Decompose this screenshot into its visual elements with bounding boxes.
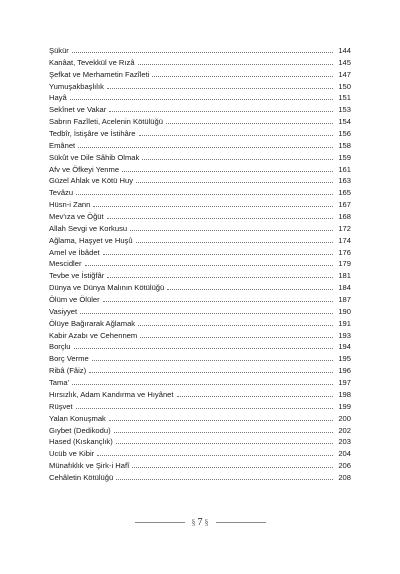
toc-entry-title: Hırsızlık, Adam Kandırma ve Hıyânet xyxy=(49,389,174,399)
toc-entry-page: 199 xyxy=(338,401,351,411)
dot-leader xyxy=(136,241,333,243)
toc-entry xyxy=(49,140,351,152)
toc-entry-page: 191 xyxy=(338,318,351,328)
dot-leader xyxy=(93,205,333,207)
toc-entry-title: Yumuşakbaşlılık xyxy=(49,81,104,91)
toc-entry-page: 174 xyxy=(338,235,351,245)
page-footer xyxy=(0,514,400,530)
toc-entry-page: 204 xyxy=(338,449,351,459)
toc-entry-title: Ucüb ve Kibir xyxy=(49,449,95,459)
toc-entry-title: Hayâ xyxy=(49,93,67,103)
toc-entry xyxy=(49,294,351,306)
toc-entry-page: 159 xyxy=(338,152,351,162)
toc-entry-page: 202 xyxy=(338,425,351,435)
toc-entry xyxy=(49,330,351,342)
toc-entry-page: 153 xyxy=(338,105,351,115)
dot-leader xyxy=(74,347,333,349)
toc-entry xyxy=(49,318,351,330)
toc-entry xyxy=(49,341,351,353)
toc-entry xyxy=(49,353,351,365)
dot-leader xyxy=(136,181,333,183)
toc-entry xyxy=(49,413,351,425)
toc-entry-page: 150 xyxy=(338,81,351,91)
toc-entry-title: Borç Verme xyxy=(49,354,89,364)
page-number-group xyxy=(190,517,211,528)
dot-leader xyxy=(89,371,333,373)
dot-leader xyxy=(166,122,333,124)
dot-leader xyxy=(107,87,333,89)
toc-entry xyxy=(49,81,351,93)
toc-entry xyxy=(49,175,351,187)
toc-entry xyxy=(49,448,351,460)
right-ornament-icon: § xyxy=(204,517,209,527)
toc-entry xyxy=(49,306,351,318)
toc-entry-page: 147 xyxy=(338,69,351,79)
page-number: 7 xyxy=(197,516,203,528)
toc-entry xyxy=(49,460,351,472)
left-ornament-icon: § xyxy=(191,517,196,527)
toc-entry-title: Borçlu xyxy=(49,342,71,352)
toc-entry-page: 197 xyxy=(338,378,351,388)
dot-leader xyxy=(116,442,333,444)
toc-entry-page: 163 xyxy=(338,176,351,186)
footer-rule-left xyxy=(135,522,185,523)
dot-leader xyxy=(139,134,333,136)
dot-leader xyxy=(85,264,334,266)
toc-entry-title: Hased (Kıskançlık) xyxy=(49,437,113,447)
dot-leader xyxy=(103,253,333,255)
toc-entry-title: Tevbe ve İstiğfâr xyxy=(49,271,105,281)
toc-entry xyxy=(49,45,351,57)
toc-entry xyxy=(49,69,351,81)
toc-entry xyxy=(49,223,351,235)
toc-entry-title: Allah Sevgi ve Korkusu xyxy=(49,223,128,233)
toc-entry xyxy=(49,247,351,259)
toc-entry-title: Şükür xyxy=(49,46,69,55)
dot-leader xyxy=(76,407,333,409)
dot-leader xyxy=(167,288,333,290)
toc-entry-title: Dünya ve Dünya Malının Kötülüğü xyxy=(49,283,165,293)
toc-entry-page: 193 xyxy=(338,330,351,340)
toc-entry-page: 144 xyxy=(338,46,351,55)
dot-leader xyxy=(78,146,333,148)
toc-entry-title: Mescidler xyxy=(49,259,82,269)
toc-entry-page: 203 xyxy=(338,437,351,447)
toc-entry xyxy=(49,104,351,116)
toc-entry-page: 208 xyxy=(338,472,351,482)
toc-entry-title: Vasiyyet xyxy=(49,306,78,316)
toc-entry-title: Ağlama, Haşyet ve Huşû xyxy=(49,235,133,245)
toc-entry-page: 176 xyxy=(338,247,351,257)
dot-leader xyxy=(130,229,333,231)
dot-leader xyxy=(107,276,333,278)
toc-entry-title: Gıybet (Dedikodu) xyxy=(49,425,111,435)
toc-entry-page: 158 xyxy=(338,140,351,150)
toc-entry-page: 151 xyxy=(338,93,351,103)
dot-leader xyxy=(76,193,333,195)
dot-leader xyxy=(92,359,333,361)
toc-entry-title: Afv ve Öfkeyi Yenme xyxy=(49,164,120,174)
dot-leader xyxy=(114,431,333,433)
toc-entry-page: 187 xyxy=(338,295,351,305)
toc-entry-page: 184 xyxy=(338,283,351,293)
dot-leader xyxy=(122,170,333,172)
toc-entry xyxy=(49,152,351,164)
toc-entry-page: 190 xyxy=(338,306,351,316)
dot-leader xyxy=(177,395,334,397)
toc-entry xyxy=(49,57,351,69)
dot-leader xyxy=(70,98,333,100)
toc-entry-title: Ölüye Bağırarak Ağlamak xyxy=(49,318,136,328)
toc-entry-title: Kanâat, Tevekkül ve Rızâ xyxy=(49,57,135,67)
toc-entry-title: Tevâzu xyxy=(49,188,74,198)
table-of-contents xyxy=(49,45,351,484)
toc-entry-title: Mev'ıza ve Öğüt xyxy=(49,212,104,222)
dot-leader xyxy=(138,63,333,65)
toc-entry-page: 196 xyxy=(338,366,351,376)
dot-leader xyxy=(97,454,333,456)
dot-leader xyxy=(80,312,333,314)
toc-entry-page: 156 xyxy=(338,129,351,139)
toc-entry-title: Amel ve İbâdet xyxy=(49,247,100,257)
toc-entry xyxy=(49,199,351,211)
dot-leader xyxy=(152,75,333,77)
toc-entry-page: 154 xyxy=(338,117,351,127)
dot-leader xyxy=(132,466,333,468)
toc-entry xyxy=(49,425,351,437)
toc-entry xyxy=(49,377,351,389)
footer-rule-right xyxy=(216,522,266,523)
toc-entry-title: Sabrın Fazîleti, Acelenin Kötülüğü xyxy=(49,117,163,127)
toc-entry-page: 167 xyxy=(338,200,351,210)
toc-entry-title: Yalan Konuşmak xyxy=(49,413,106,423)
toc-entry-page: 145 xyxy=(338,57,351,67)
dot-leader xyxy=(109,110,333,112)
dot-leader xyxy=(138,324,333,326)
toc-entry xyxy=(49,436,351,448)
toc-entry xyxy=(49,270,351,282)
toc-entry xyxy=(49,164,351,176)
toc-entry xyxy=(49,282,351,294)
dot-leader xyxy=(103,300,333,302)
toc-entry-title: Münafıklık ve Şirk-i Hafî xyxy=(49,461,130,471)
toc-entry-title: Cehâletin Kötülüğü xyxy=(49,472,114,482)
toc-entry xyxy=(49,187,351,199)
toc-entry xyxy=(49,211,351,223)
toc-entry-page: 181 xyxy=(338,271,351,281)
toc-entry xyxy=(49,116,351,128)
toc-entry xyxy=(49,235,351,247)
toc-entry-title: Hüsn-i Zann xyxy=(49,200,91,210)
dot-leader xyxy=(72,383,333,385)
toc-entry-title: Ribâ (Fâiz) xyxy=(49,366,87,376)
toc-entry-title: Rüşvet xyxy=(49,401,73,411)
toc-entry-title: Güzel Ahlak ve Kötü Huy xyxy=(49,176,133,186)
toc-entry-title: Kabir Azabı ve Cehennem xyxy=(49,330,138,340)
toc-entry-page: 172 xyxy=(338,223,351,233)
toc-entry-page: 165 xyxy=(338,188,351,198)
dot-leader xyxy=(72,51,333,53)
toc-entry xyxy=(49,128,351,140)
toc-entry-page: 194 xyxy=(338,342,351,352)
toc-entry xyxy=(49,258,351,270)
toc-entry xyxy=(49,92,351,104)
toc-entry-title: Sekînet ve Vakar xyxy=(49,105,107,115)
dot-leader xyxy=(109,419,333,421)
dot-leader xyxy=(116,478,333,480)
toc-entry-title: Ölüm ve Ölüler xyxy=(49,295,100,305)
toc-entry-title: Şefkat ve Merhametin Fazîleti xyxy=(49,69,150,79)
toc-entry-title: Sükût ve Dile Sâhib Olmak xyxy=(49,152,140,162)
toc-entry-title: Emânet xyxy=(49,140,76,150)
toc-entry-page: 161 xyxy=(338,164,351,174)
toc-entry-page: 168 xyxy=(338,212,351,222)
toc-entry-page: 179 xyxy=(338,259,351,269)
toc-entry-page: 198 xyxy=(338,389,351,399)
dot-leader xyxy=(142,158,333,160)
dot-leader xyxy=(140,336,333,338)
toc-entry xyxy=(49,401,351,413)
toc-entry xyxy=(49,365,351,377)
toc-entry-page: 195 xyxy=(338,354,351,364)
toc-entry-title: Tama' xyxy=(49,378,70,388)
toc-entry-page: 206 xyxy=(338,461,351,471)
toc-entry-title: Tedbîr, İstişâre ve İstihâre xyxy=(49,129,136,139)
toc-entry xyxy=(49,389,351,401)
toc-entry xyxy=(49,472,351,484)
toc-entry-page: 200 xyxy=(338,413,351,423)
dot-leader xyxy=(107,217,333,219)
